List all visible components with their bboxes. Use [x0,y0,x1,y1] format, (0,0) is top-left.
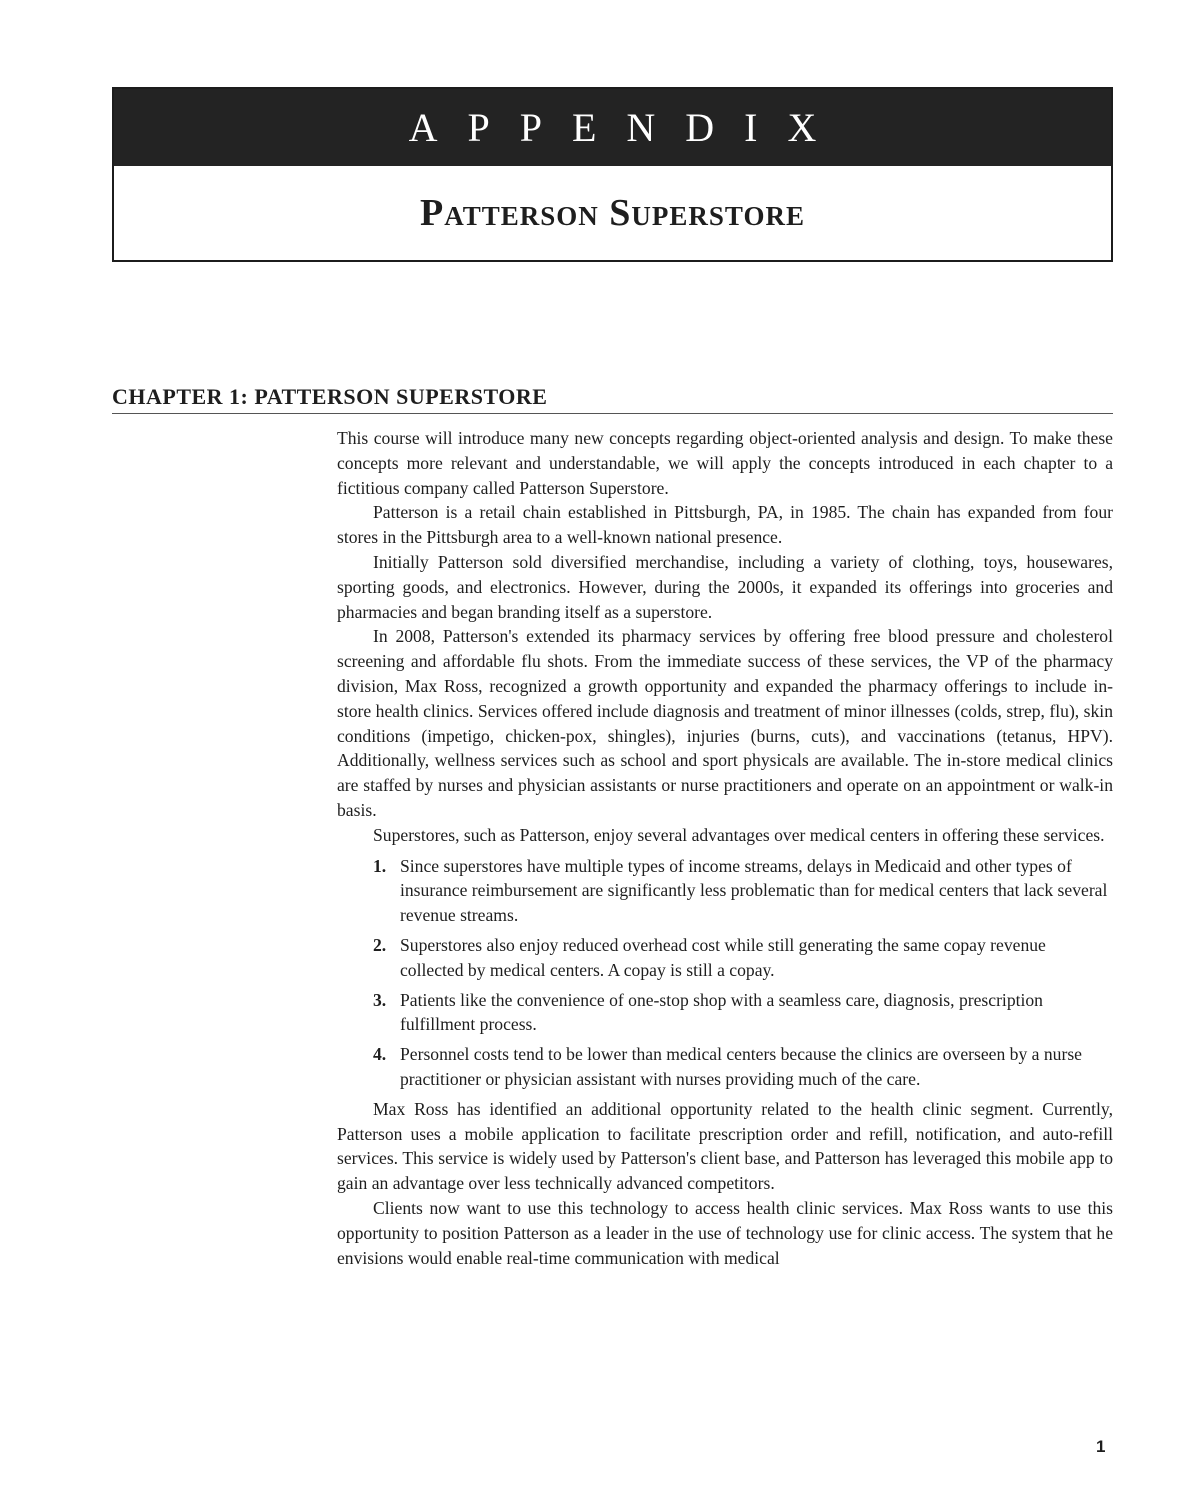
paragraph: Initially Patterson sold diversified merchandise, including a variety of clothing, toys, housewares, sporting goods, and electronics. However, during the 2000s, it expanded its offerings into groceries and pharmacies and began branding itself as a superstore. [337,551,1113,622]
appendix-header [112,87,1113,262]
paragraph: Clients now want to use this technology to access health clinic services. Max Ross wants to use this opportunity to position Patterson as a leader in the use of technology use for clinic access. The system that he envisions would enable real-time communication with medical [337,1197,1113,1268]
list-item-number: 1. [373,855,387,876]
body-text [337,426,1113,1270]
chapter-heading: CHAPTER 1: PATTERSON SUPERSTORE [112,383,1113,414]
paragraph: Max Ross has identified an additional opportunity related to the health clinic segment. Currently, Patterson uses a mobile application to facilitate prescription order and refill, notification, and auto-refill services. This service is widely used by Patterson's client base, and Patterson has leveraged this mobile app to gain an advantage over less technically advanced competitors. [337,1098,1113,1194]
list-item-text: Patients like the convenience of one-stop shop with a seamless care, diagnosis, prescription fulfillment process. [400,989,1043,1035]
paragraph: In 2008, Patterson's extended its pharmacy services by offering free blood pressure and cholesterol screening and affordable flu shots. From the immediate success of these services, the VP of the pharmacy division, Max Ross, recognized a growth opportunity and expanded the pharmacy offerings to include in-store health clinics. Services offered include diagnosis and treatment of minor illnesses (colds, strep, flu), skin conditions (impetigo, chicken-pox, shingles), injuries (burns, cuts), and vaccinations (tetanus, HPV). Additionally, wellness services such as school and sport physicals are available. The in-store medical clinics are staffed by nurses and physician assistants or nurse practitioners and operate on an appointment or walk-in basis. [337,626,1113,820]
list-item [337,988,1113,1038]
list-item-number: 2. [373,934,387,955]
paragraph: This course will introduce many new concepts regarding object-oriented analysis and design. To make these concepts more relevant and understandable, we will apply the concepts introduced in each chapter to a fictitious company called Patterson Superstore. [337,428,1113,498]
appendix-label: APPENDIX [114,89,1111,166]
appendix-title: Patterson Superstore [420,192,805,234]
list-item-text: Superstores also enjoy reduced overhead cost while still generating the same copay revenue collected by medical centers. A copay is still a copay. [400,934,1046,980]
list-item [337,854,1113,928]
paragraph: Superstores, such as Patterson, enjoy several advantages over medical centers in offering these services. [373,824,1105,845]
list-item-text: Since superstores have multiple types of income streams, delays in Medicaid and other types of insurance reimbursement are significantly less problematic than for medical centers that lack several revenue streams. [400,855,1108,926]
list-item-number: 3. [373,989,387,1010]
advantages-list [337,854,1113,1092]
list-item-number: 4. [373,1044,387,1065]
list-item-text: Personnel costs tend to be lower than medical centers because the clinics are overseen by a nurse practitioner or physician assistant with nurses providing much of the care. [400,1044,1082,1089]
page-number: 1 [1096,1437,1106,1456]
list-item [337,1042,1113,1092]
list-item [337,933,1113,983]
paragraph: Patterson is a retail chain established in Pittsburgh, PA, in 1985. The chain has expanded from four stores in the Pittsburgh area to a well-known national presence. [337,502,1113,548]
